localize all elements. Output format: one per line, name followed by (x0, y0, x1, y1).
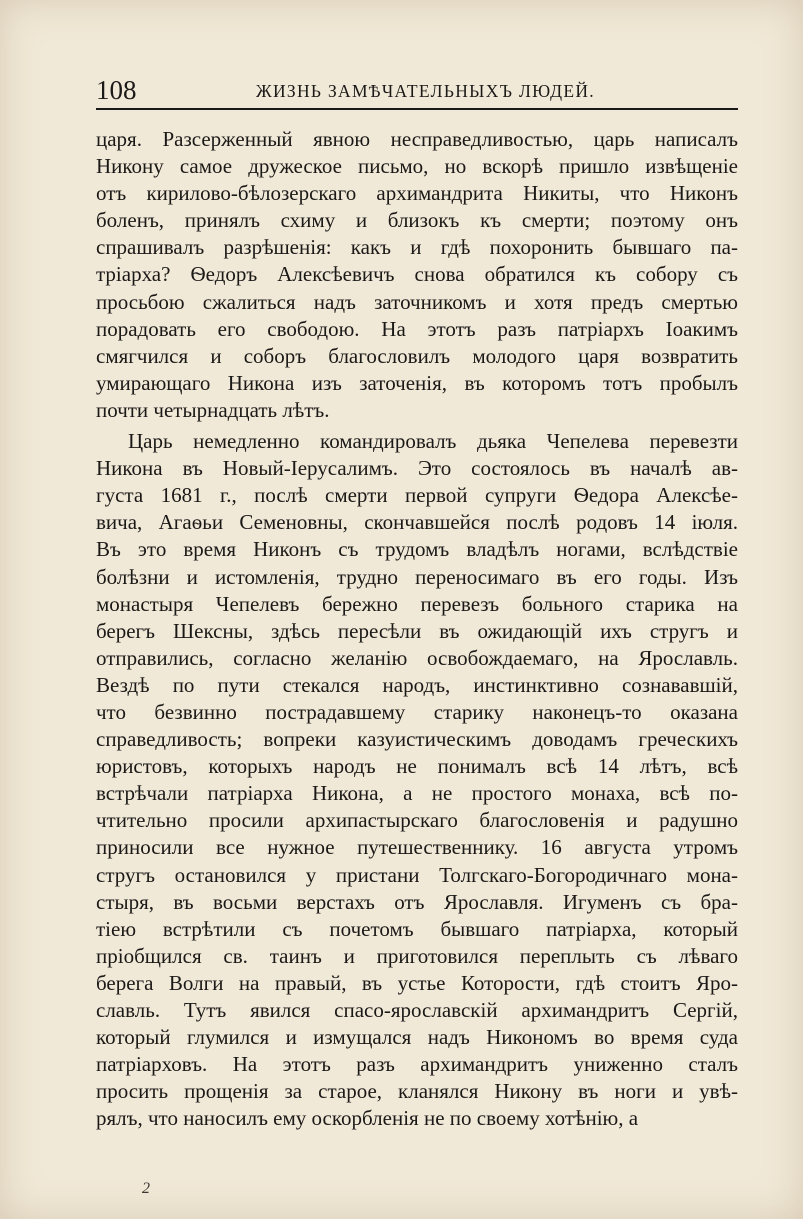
text-line: стыря, въ восьми верстахъ отъ Ярославля. Игуменъ съ бра- (96, 889, 738, 914)
text-line: почти четырнадцать лѣтъ. (96, 397, 330, 422)
text-line: патріарховъ. На этотъ разъ архимандритъ униженно сталъ (96, 1052, 738, 1077)
text-line: отправились, согласно желанію освобождаемаго, на Ярославль. (96, 645, 738, 670)
text-line: тіею встрѣтили съ почетомъ бывшаго патріарха, который (96, 916, 738, 941)
text-line: густа 1681 г., послѣ смерти первой супруги Ѳедора Алексѣе- (96, 483, 738, 508)
paragraph (96, 126, 738, 424)
text-line: умирающаго Никона изъ заточенія, въ которомъ тотъ пробылъ (96, 370, 738, 395)
header-rule (96, 108, 738, 110)
text-line: царя. Разсерженный явною несправедливостью, царь написалъ (96, 127, 738, 151)
text-line: Никона въ Новый-Іерусалимъ. Это состоялось въ началѣ ав- (96, 456, 738, 481)
text-line: Никону самое дружеское письмо, но вскорѣ пришло извѣщеніе (96, 154, 738, 179)
text-line: отъ кирилово-бѣлозерскаго архимандрита Никиты, что Никонъ (96, 181, 738, 206)
text-line: Въ это время Никонъ съ трудомъ владѣлъ ногами, вслѣдствіе (96, 537, 738, 562)
text-line: спрашивалъ разрѣшенія: какъ и гдѣ похоронить бывшаго па- (96, 235, 738, 260)
text-line: болѣзни и истомленія, трудно переносимаго въ его годы. Изъ (96, 564, 738, 589)
text-line: вича, Агаѳьи Семеновны, скончавшейся послѣ родовъ 14 іюля. (96, 510, 738, 535)
text-line: берегъ Шексны, здѣсь пересѣли въ ожидающій ихъ стругъ и (96, 618, 738, 643)
text-line: порадовать его свободою. На этотъ разъ патріархъ Іоакимъ (96, 316, 738, 341)
text-line: Царь немедленно командировалъ дьяка Чепелева перевезти (128, 429, 738, 454)
page-header (96, 74, 738, 106)
text-line: просьбою сжалиться надъ заточникомъ и хотя предъ смертью (96, 289, 738, 314)
running-title: ЖИЗНЬ ЗАМѢЧАТЕЛЬНЫХЪ ЛЮДЕЙ. (256, 81, 595, 101)
text-line: юристовъ, которыхъ народъ не понималъ всѣ 14 лѣтъ, всѣ (96, 754, 738, 779)
body-text (96, 126, 738, 1132)
text-line: берега Волги на правый, въ устье Которости, гдѣ стоитъ Яро- (96, 970, 738, 995)
text-line: монастыря Чепелевъ бережно перевезъ больного старика на (96, 591, 738, 616)
text-line: справедливость; вопреки казуистическимъ доводамъ греческихъ (96, 727, 738, 752)
text-line: стругъ остановился у пристани Толгскаго-Богородичнаго мона- (96, 862, 738, 887)
text-line: который глумился и измущался надъ Никономъ во время суда (96, 1025, 738, 1050)
text-line: что безвинно пострадавшему старику наконецъ-то оказана (96, 699, 738, 724)
paragraph (96, 428, 738, 1132)
text-line: боленъ, принялъ схиму и близокъ къ смерти; поэтому онъ (96, 208, 738, 233)
text-line: пріобщился св. таинъ и приготовился переплыть съ лѣваго (96, 943, 738, 968)
page-number: 108 (96, 75, 137, 105)
text-line: чтительно просили архипастырскаго благословенія и радушно (96, 808, 738, 833)
text-line: рялъ, что наносилъ ему оскорбленія не по своему хотѣнію, а (96, 1106, 639, 1131)
text-line: просить прощенія за старое, кланялся Никону въ ноги и увѣ- (96, 1079, 738, 1104)
text-line: встрѣчали патріарха Никона, а не простого монаха, всѣ по- (96, 781, 738, 806)
text-line: смягчился и соборъ благословилъ молодого царя возвратить (96, 343, 738, 368)
text-line: Вездѣ по пути стекался народъ, инстинктивно сознававшій, (96, 672, 738, 697)
text-line: приносили все нужное путешественнику. 16 августа утромъ (96, 835, 738, 860)
text-line: тріарха? Ѳедоръ Алексѣевичъ снова обратился къ собору съ (96, 262, 738, 287)
text-line: славль. Тутъ явился спасо-ярославскій архимандритъ Сергій, (96, 998, 738, 1022)
footer-mark: 2 (142, 1180, 150, 1197)
